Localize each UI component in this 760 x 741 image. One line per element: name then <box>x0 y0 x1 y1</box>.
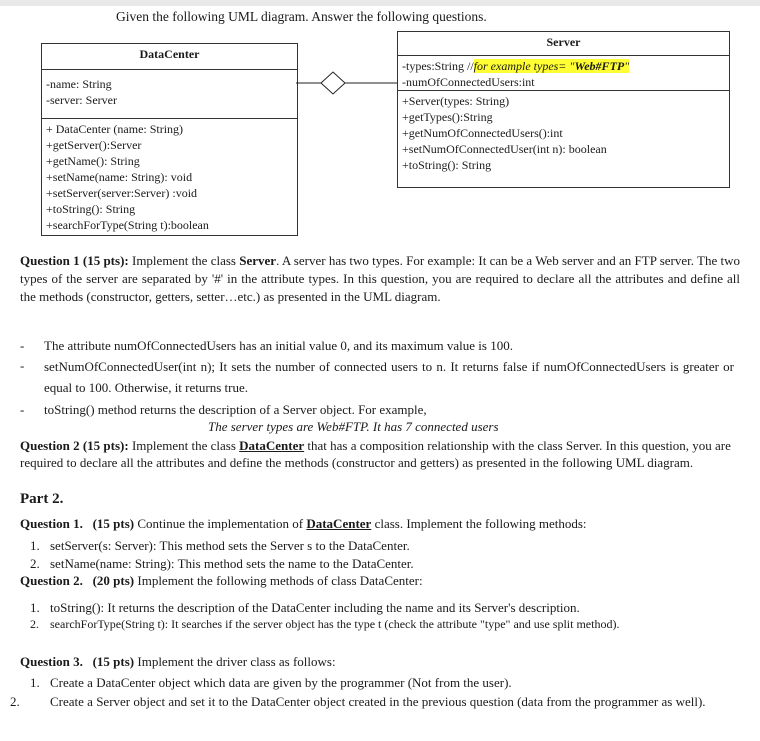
uml-class-server <box>397 31 730 188</box>
uml-method: +getTypes():String <box>402 110 493 124</box>
question-1: Question 1 (15 pts): Implement the class Server. A server has two types. For example: It can be a Web server and an FTP server. The two types of the server are separated by '#' in the attribute types. In this question, you are required to declare all the attributes and define all the methods (constructor, getters, setter…etc.) as presented in the UML diagram. <box>20 253 741 304</box>
uml-method: +toString(): String <box>46 202 136 216</box>
uml-attributes <box>398 56 729 91</box>
q1-bullet-1: - The attribute numOfConnectedUsers has an initial value 0, and its maximum value is 100. <box>20 338 513 353</box>
list-item: 2. setName(name: String): This method sets the name to the DataCenter. <box>30 556 414 571</box>
uml-method: + DataCenter (name: String) <box>46 122 184 136</box>
list-item: 2. Create a Server object and set it to the DataCenter object created in the previous question (data from the programmer as well). <box>10 694 706 709</box>
composition-connector <box>0 0 400 120</box>
uml-method: +setNumOfConnectedUser(int n): boolean <box>402 142 607 156</box>
uml-method: +getServer():Server <box>46 138 142 152</box>
question-2: Question 2 (15 pts): Implement the class DataCenter that has a composition relationship with the class Server. In this question, you are required to declare all the attributes and define the methods (constructor and getters) as presented in the following UML diagram. <box>20 438 731 470</box>
tostring-example: The server types are Web#FTP. It has 7 connected users <box>208 419 499 434</box>
uml-class-name: DataCenter <box>42 44 297 70</box>
q1-bullet-2: - setNumOfConnectedUser(int n); It sets the number of connected users to n. It returns false if numOfConnectedUsers is greater or equal to 100. Otherwise, it returns true. <box>20 358 734 395</box>
uml-methods <box>398 91 729 175</box>
uml-method: +toString(): String <box>402 158 492 172</box>
page-heading: Given the following UML diagram. Answer the following questions. <box>116 9 487 24</box>
uml-attribute: -numOfConnectedUsers:int <box>402 75 535 89</box>
list-item: 1. Create a DataCenter object which data are given by the programmer (Not from the user). <box>30 675 512 690</box>
uml-attribute: -server: Server <box>46 93 117 107</box>
q1-bullet-3: - toString() method returns the description of a Server object. For example, <box>20 402 427 417</box>
uml-method: +searchForType(String t):boolean <box>46 218 209 232</box>
uml-class-name: Server <box>398 32 729 56</box>
uml-attribute: -types:String //for example types= "Web#FTP" <box>402 59 630 73</box>
part2-question-2: Question 2. (20 pts) Implement the following methods of class DataCenter: <box>20 573 423 588</box>
uml-attribute: -name: String <box>46 77 112 91</box>
composition-diamond-icon <box>321 72 345 94</box>
list-item: 1. setServer(s: Server): This method sets the Server s to the DataCenter. <box>30 538 410 553</box>
part2-question-3: Question 3. (15 pts) Implement the driver class as follows: <box>20 654 336 669</box>
uml-method: +setName(name: String): void <box>46 170 193 184</box>
list-item: 2. searchForType(String t): It searches if the server object has the type t (check the attribute "type" and use split method). <box>30 617 620 631</box>
list-item: 1. toString(): It returns the description of the DataCenter including the name and its Server's description. <box>30 600 580 615</box>
part-2-heading: Part 2. <box>20 491 64 507</box>
highlighted-comment: for example types= "Web#FTP" <box>473 59 630 73</box>
uml-method: +setServer(server:Server) :void <box>46 186 198 200</box>
uml-method: +getNumOfConnectedUsers():int <box>402 126 563 140</box>
part2-question-1: Question 1. (15 pts) Continue the implementation of DataCenter class. Implement the following methods: <box>20 516 587 531</box>
uml-method: +getName(): String <box>46 154 140 168</box>
uml-methods <box>42 119 297 235</box>
uml-method: +Server(types: String) <box>402 94 510 108</box>
